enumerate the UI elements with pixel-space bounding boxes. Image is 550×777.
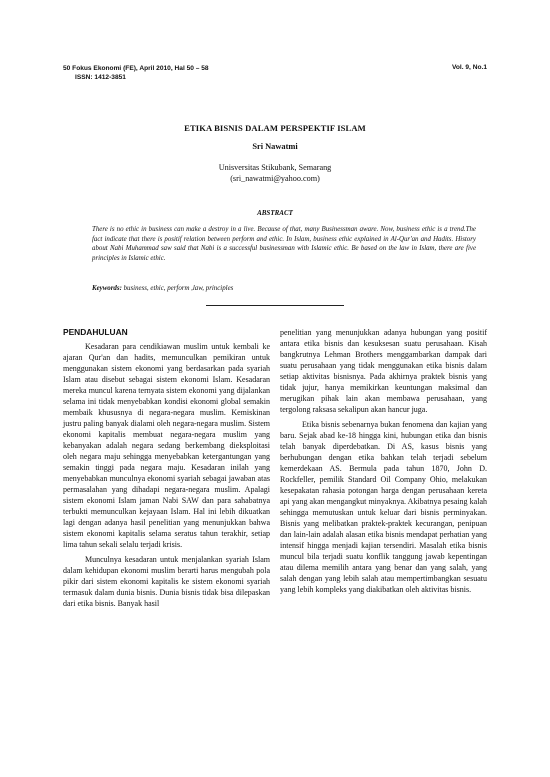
paragraph: Kesadaran para cendikiawan muslim untuk kembali ke ajaran Qur'an dan hadits, memunculkan pemikiran untuk menggunakan sistem ekonomi yang berdasarkan pada syariah Islam atau disebut sebagai sistem ekonomi Islam. Kesadaran mereka muncul karena ternyata sistem ekonomi yang dijalankan selama ini tidak menyebabkan kondisi ekonomi global semakin membaik khususnya di negara-negara muslim. Kemiskinan justru paling banyak dialami oleh negara-negara muslim. Sistem ekonomi kapitalis membuat negara-negara muslim yang kebanyakan adalah negara sedang berkembang dieksploitasi oleh negara maju sehingga menyebabkan ketergantungan yang semakin tinggi pada negara maju. Kesadaran inilah yang menyebabkan munculnya ekonomi syariah sebagai jawaban atas permasalahan yang dihadapi negara-negara muslim. Apalagi sistem ekonomi Islam jaman Nabi SAW dan para sahabatnya terbukti memunculkan kejayaan Islam. Hal ini lebih dikuatkan lagi dengan adanya hasil penelitian yang menunjukkan bahwa sistem ekonomi kapitalis selama seratus tahun terakhir, setiap lima tahun sekali selalu terjadi krisis.	[63, 342, 270, 549]
issn-line: ISSN: 1412-3851	[75, 74, 126, 81]
paragraph: Munculnya kesadaran untuk menjalankan syariah Islam dalam kehidupan ekonomi muslim berarti harus mengubah pola pikir dari sistem ekonomi kapitalis ke sistem ekonomi syariah termasuk dalam dunia bisnis. Dunia bisnis tidak bisa dilepaskan dari etika bisnis. Banyak hasil	[63, 555, 270, 608]
section-heading: PENDAHULUAN	[63, 327, 128, 337]
separator-rule	[206, 305, 344, 306]
paragraph: penelitian yang menunjukkan adanya hubungan yang positif antara etika bisnis dan kesuksesan suatu perusahaan. Kisah bangkrutnya Lehman Brothers menggambarkan dampak dari suatu perusahaan yang tidak menggunakan etika bisnis dalam setiap aktivitas bisnisnya. Pada akhirnya praktek bisnis yang tidak jujur, hanya memikirkan keuntungan maksimal dan merugikan pihak lain akan membawa perusahaan, yang tergolong raksasa sekalipun akan hancur juga.	[280, 328, 487, 414]
author-name: Sri Nawatmi	[252, 142, 298, 151]
affiliation	[0, 162, 550, 184]
paragraph: Etika bisnis sebenarnya bukan fenomena dan kajian yang baru. Sejak abad ke-18 hingga kini, hubungan etika dan bisnis telah banyak diperdebatkan. Di AS, kasus bisnis yang berhubungan dengan etika bahkan telah terjadi sebelum kemerdekaan AS. Bermula pada tahun 1870, John D. Rockfeller, pemilik Standard Oil Company Ohio, melakukan kesepakatan rahasia potongan harga dengan perusahaan kereta api yang akan mengangkut minyaknya. Akibatnya pesaing kalah sehingga memutuskan untuk keluar dari bisnis perminyakan. Bisnis yang melibatkan praktek-praktek kecurangan, penipuan dan lain-lain adalah alasan etika bisnis mendapat perhatian yang intensif hingga menjadi kajian tersendiri. Masalah etika bisnis muncul bila terjadi suatu konflik tanggung jawab kepentingan atau dilema memilih antara yang benar dan yang salah, yang salah dengan yang lebih salah atau mempertimbangkan sesuatu yang lebih kompleks yang diakibatkan oleh aktivitas bisnis.	[280, 420, 487, 594]
volume-label: Vol. 9, No.1	[451, 64, 487, 71]
journal-header	[63, 64, 209, 82]
keywords-list: business, ethic, perform ,law, principles	[121, 285, 234, 292]
keywords-label: Keywords:	[92, 285, 122, 292]
right-column	[280, 327, 487, 599]
paper-title: ETIKA BISNIS DALAM PERSPEKTIF ISLAM	[184, 123, 366, 133]
author-email: (sri_nawatmi@yahoo.com)	[230, 174, 320, 183]
institution: Unisversitas Stikubank, Semarang	[218, 163, 332, 172]
keywords	[92, 285, 233, 292]
abstract-heading: ABSTRACT	[257, 209, 293, 217]
left-column	[63, 327, 270, 613]
abstract-text: There is no ethic in business can make a destroy in a live. Because of that, many Businessman aware. Now, business ethic is a trend.The fact indicate that there is positif relation between perform and ethic. In Islam, business ethic explained in Al-Qur'an and Hadits. History about Nabi Muhammad saw said that Nabi is a successful businessman with Islamic ethic. Be based on the law in Islam, there are five principles in Islamic ethic.	[92, 226, 476, 262]
citation-line: 50 Fokus Ekonomi (FE), April 2010, Hal 50 – 58	[63, 65, 209, 72]
